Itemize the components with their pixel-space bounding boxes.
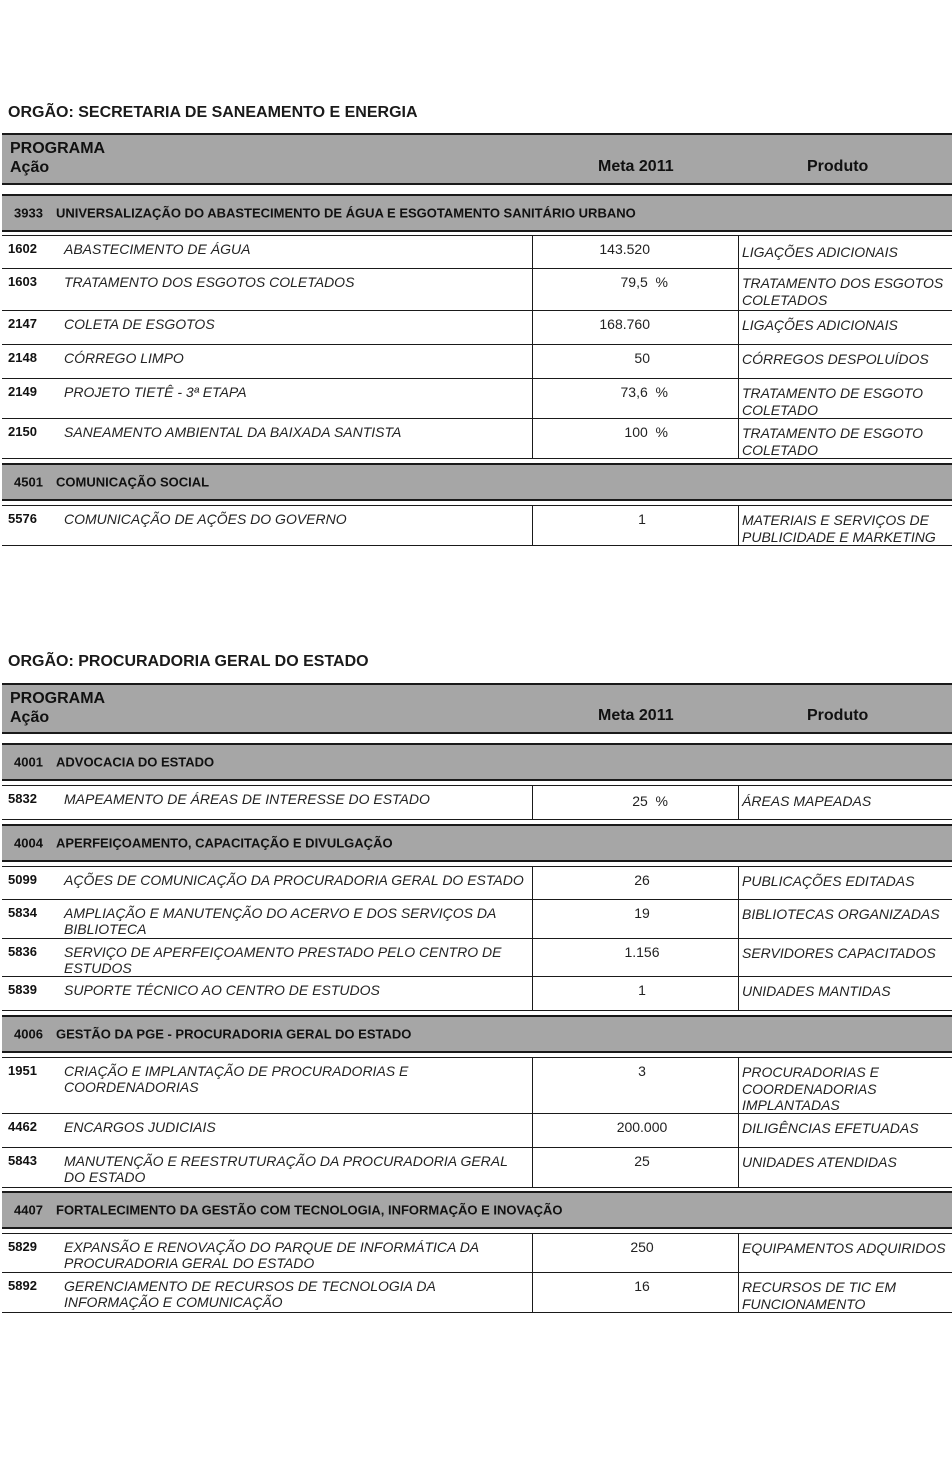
action-name: ABASTECIMENTO DE ÁGUA — [64, 241, 251, 257]
orgao-title: ORGÃO: SECRETARIA DE SANEAMENTO E ENERGIA — [8, 104, 418, 121]
action-name: SERVIÇO DE APERFEIÇOAMENTO PRESTADO PELO CENTRO DE ESTUDOS — [64, 944, 502, 976]
table-row — [2, 505, 952, 546]
column-divider — [738, 345, 739, 378]
action-meta: 79,5 % — [620, 274, 668, 290]
program-code: 4006 — [14, 1026, 43, 1042]
action-code: 1951 — [8, 1063, 37, 1078]
column-divider — [532, 311, 533, 344]
program-name: FORTALECIMENTO DA GESTÃO COM TECNOLOGIA, INFORMAÇÃO E INOVAÇÃO — [56, 1202, 563, 1218]
action-meta: 25 % — [632, 793, 668, 809]
table-row — [2, 866, 952, 900]
action-meta: 1.156 — [624, 944, 660, 960]
action-produto: LIGAÇÕES ADICIONAIS — [742, 317, 898, 333]
orgao-title: ORGÃO: PROCURADORIA GERAL DO ESTADO — [8, 653, 369, 670]
column-divider — [738, 269, 739, 310]
action-meta: 143.520 — [599, 241, 650, 257]
action-produto: CÓRREGOS DESPOLUÍDOS — [742, 351, 929, 367]
column-divider — [738, 1234, 739, 1272]
column-divider — [532, 1148, 533, 1187]
column-divider — [738, 1114, 739, 1147]
column-divider — [738, 236, 739, 268]
header-programa-acao — [10, 689, 105, 727]
program-bar — [2, 463, 952, 501]
action-produto: PUBLICAÇÕES EDITADAS — [742, 873, 915, 889]
action-name: EXPANSÃO E RENOVAÇÃO DO PARQUE DE INFORMÁTICA DA PROCURADORIA GERAL DO ESTADO — [64, 1239, 479, 1271]
header-produto: Produto — [807, 707, 869, 724]
action-meta: 1 — [638, 982, 646, 998]
column-divider — [532, 506, 533, 545]
action-meta: 250 — [630, 1239, 654, 1255]
column-divider — [738, 1273, 739, 1312]
action-code: 5843 — [8, 1153, 37, 1168]
action-name: AMPLIAÇÃO E MANUTENÇÃO DO ACERVO E DOS SERVIÇOS DA BIBLIOTECA — [64, 905, 496, 937]
header-meta: Meta 2011 — [598, 158, 674, 175]
action-meta: 3 — [638, 1063, 646, 1079]
column-divider — [532, 379, 533, 418]
action-name: TRATAMENTO DOS ESGOTOS COLETADOS — [64, 274, 355, 290]
column-divider — [532, 1273, 533, 1312]
action-code: 5839 — [8, 982, 37, 997]
program-name: ADVOCACIA DO ESTADO — [56, 754, 215, 770]
action-meta: 26 — [634, 872, 650, 888]
column-divider — [738, 419, 739, 458]
table-row — [2, 977, 952, 1011]
action-meta: 73,6 % — [620, 384, 668, 400]
action-code: 5829 — [8, 1239, 37, 1254]
action-name: GERENCIAMENTO DE RECURSOS DE TECNOLOGIA DA INFORMAÇÃO E COMUNICAÇÃO — [64, 1278, 436, 1310]
action-produto: DILIGÊNCIAS EFETUADAS — [742, 1120, 919, 1136]
action-produto: TRATAMENTO DOS ESGOTOS COLETADOS — [742, 275, 944, 308]
action-code: 2150 — [8, 424, 37, 439]
table-row — [2, 1057, 952, 1114]
column-divider — [532, 419, 533, 458]
action-meta: 200.000 — [616, 1119, 668, 1135]
action-produto: PROCURADORIAS E COORDENADORIAS IMPLANTADAS — [742, 1064, 879, 1113]
column-divider — [532, 900, 533, 938]
action-name: COLETA DE ESGOTOS — [64, 316, 215, 332]
action-code: 5836 — [8, 944, 37, 959]
header-acao: Ação — [10, 159, 50, 176]
header-programa-acao — [10, 139, 105, 177]
action-code: 2148 — [8, 350, 37, 365]
action-name: MAPEAMENTO DE ÁREAS DE INTERESSE DO ESTADO — [64, 791, 430, 807]
column-divider — [738, 1148, 739, 1187]
program-code: 3933 — [14, 205, 43, 221]
action-name: SANEAMENTO AMBIENTAL DA BAIXADA SANTISTA — [64, 424, 402, 440]
column-divider — [738, 506, 739, 545]
table-row — [2, 379, 952, 419]
table-row — [2, 345, 952, 379]
table-header — [2, 133, 952, 185]
column-divider — [738, 900, 739, 938]
action-produto: ÁREAS MAPEADAS — [742, 793, 872, 809]
program-name: COMUNICAÇÃO SOCIAL — [56, 474, 210, 490]
program-bar — [2, 1191, 952, 1229]
table-row — [2, 419, 952, 459]
column-divider — [532, 977, 533, 1010]
action-name: AÇÕES DE COMUNICAÇÃO DA PROCURADORIA GERAL DO ESTADO — [64, 872, 524, 888]
action-name: PROJETO TIETÊ - 3ª ETAPA — [64, 384, 247, 400]
program-code: 4407 — [14, 1202, 43, 1218]
action-produto: LIGAÇÕES ADICIONAIS — [742, 244, 898, 260]
column-divider — [532, 269, 533, 310]
program-bar — [2, 824, 952, 862]
column-divider — [532, 345, 533, 378]
program-bar — [2, 743, 952, 781]
column-divider — [532, 1058, 533, 1113]
table-row — [2, 939, 952, 977]
column-divider — [738, 786, 739, 819]
action-code: 2149 — [8, 384, 37, 399]
table-header — [2, 683, 952, 734]
action-meta: 16 — [634, 1278, 650, 1294]
column-divider — [532, 786, 533, 819]
action-code: 5832 — [8, 791, 37, 806]
header-acao: Ação — [10, 709, 50, 726]
action-code: 1602 — [8, 241, 37, 256]
table-row — [2, 235, 952, 269]
action-code: 5099 — [8, 872, 37, 887]
column-divider — [532, 236, 533, 268]
action-meta: 19 — [634, 905, 650, 921]
action-produto: SERVIDORES CAPACITADOS — [742, 945, 936, 961]
column-divider — [532, 1234, 533, 1272]
column-divider — [738, 977, 739, 1010]
action-code: 5576 — [8, 511, 37, 526]
action-meta: 168.760 — [599, 316, 650, 332]
table-row — [2, 900, 952, 939]
action-produto: EQUIPAMENTOS ADQUIRIDOS — [742, 1240, 946, 1256]
header-produto: Produto — [807, 158, 869, 175]
action-meta: 50 — [634, 350, 650, 366]
program-bar — [2, 1015, 952, 1053]
action-code: 5834 — [8, 905, 37, 920]
action-meta: 25 — [634, 1153, 650, 1169]
column-divider — [738, 867, 739, 899]
action-name: COMUNICAÇÃO DE AÇÕES DO GOVERNO — [64, 511, 347, 527]
program-code: 4004 — [14, 835, 43, 851]
action-meta: 1 — [638, 511, 646, 527]
column-divider — [738, 379, 739, 418]
action-name: SUPORTE TÉCNICO AO CENTRO DE ESTUDOS — [64, 982, 380, 998]
column-divider — [532, 939, 533, 976]
action-produto: TRATAMENTO DE ESGOTO COLETADO — [742, 385, 923, 418]
table-row — [2, 1148, 952, 1188]
column-divider — [738, 311, 739, 344]
table-row — [2, 1233, 952, 1273]
table-row — [2, 269, 952, 311]
action-produto: RECURSOS DE TIC EM FUNCIONAMENTO — [742, 1279, 897, 1312]
action-produto: TRATAMENTO DE ESGOTO COLETADO — [742, 425, 923, 458]
action-produto: MATERIAIS E SERVIÇOS DE PUBLICIDADE E MARKETING — [742, 512, 936, 545]
table-row — [2, 311, 952, 345]
program-code: 4001 — [14, 754, 43, 770]
program-name: APERFEIÇOAMENTO, CAPACITAÇÃO E DIVULGAÇÃO — [56, 835, 393, 851]
action-name: ENCARGOS JUDICIAIS — [64, 1119, 216, 1135]
program-bar — [2, 194, 952, 232]
program-name: UNIVERSALIZAÇÃO DO ABASTECIMENTO DE ÁGUA E ESGOTAMENTO SANITÁRIO URBANO — [56, 205, 636, 221]
column-divider — [532, 867, 533, 899]
header-programa: PROGRAMA — [10, 690, 106, 707]
action-produto: BIBLIOTECAS ORGANIZADAS — [742, 906, 940, 922]
action-name: CRIAÇÃO E IMPLANTAÇÃO DE PROCURADORIAS E COORDENADORIAS — [64, 1063, 409, 1095]
column-divider — [532, 1114, 533, 1147]
action-produto: UNIDADES ATENDIDAS — [742, 1154, 897, 1170]
action-code: 5892 — [8, 1278, 37, 1293]
table-row — [2, 1114, 952, 1148]
program-code: 4501 — [14, 474, 43, 490]
table-row — [2, 1273, 952, 1313]
action-code: 2147 — [8, 316, 37, 331]
table-row — [2, 785, 952, 820]
action-code: 1603 — [8, 274, 37, 289]
action-meta: 100 % — [624, 424, 668, 440]
column-divider — [738, 1058, 739, 1113]
action-produto: UNIDADES MANTIDAS — [742, 983, 891, 999]
header-programa: PROGRAMA — [10, 140, 106, 157]
action-name: CÓRREGO LIMPO — [64, 350, 184, 366]
action-code: 4462 — [8, 1119, 37, 1134]
header-meta: Meta 2011 — [598, 707, 674, 724]
program-name: GESTÃO DA PGE - PROCURADORIA GERAL DO ESTADO — [56, 1026, 412, 1042]
action-name: MANUTENÇÃO E REESTRUTURAÇÃO DA PROCURADORIA GERAL DO ESTADO — [64, 1153, 508, 1185]
column-divider — [738, 939, 739, 976]
